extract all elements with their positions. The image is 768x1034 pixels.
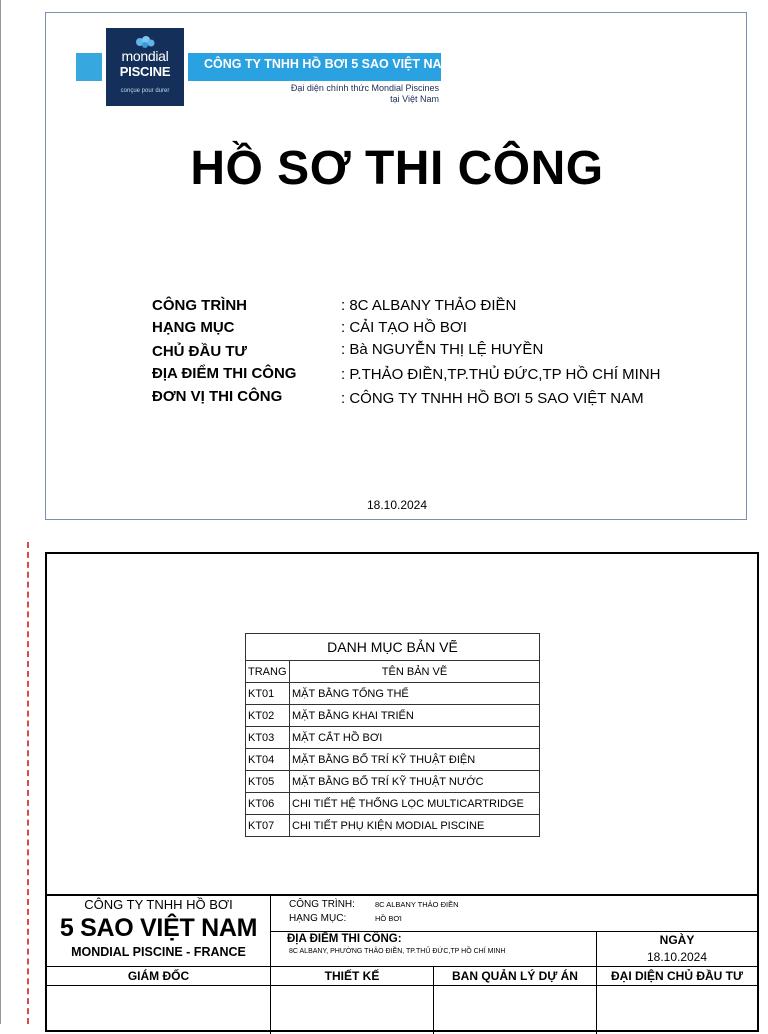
title-block-divider [47,966,757,967]
table-row [246,815,540,837]
drawing-code: KT01 [246,683,290,705]
drawing-code: KT03 [246,727,290,749]
signature-director: GIÁM ĐỐC [127,969,190,983]
table-row [246,793,540,815]
table-row [246,749,540,771]
signature-owner-representative: ĐẠI DIỆN CHỦ ĐẦU TƯ [611,969,743,983]
location-value: 8C ALBANY, PHƯỜNG THẢO ĐIỀN, TP.THỦ ĐỨC,TP HỒ CHÍ MINH [289,948,506,955]
info-value: : P.THẢO ĐIỀN,TP.THỦ ĐỨC,TP HỒ CHÍ MINH [341,366,661,383]
location-label: ĐỊA ĐIỂM THI CÔNG: [287,933,402,945]
drawing-name: CHI TIẾT PHỤ KIỆN MODIAL PISCINE [290,815,540,837]
drawing-name: MẶT CẮT HỒ BƠI [290,727,540,749]
title-block-top-border [47,894,757,896]
info-label: ĐỊA ĐIỂM THI CÔNG [152,365,297,382]
table-header-row [246,661,540,683]
table-row [246,727,540,749]
drawing-code: KT04 [246,749,290,771]
table-row [246,683,540,705]
date-value: 18.10.2024 [646,950,708,964]
info-row-category [152,319,712,341]
info-value: : 8C ALBANY THẢO ĐIỀN [341,297,517,314]
date-label: NGÀY [659,933,695,947]
drawing-code: KT05 [246,771,290,793]
category-label: HẠNG MỤC: [289,913,347,924]
company-band-text: CÔNG TY TNHH HỒ BƠI 5 SAO VIỆT NAM [204,57,452,71]
dashed-margin-line [27,542,29,1024]
info-value: : CÔNG TY TNHH HỒ BƠI 5 SAO VIỆT NAM [341,390,644,407]
table-title: DANH MỤC BẢN VẼ [246,634,540,661]
page-edge-line [0,0,1,1024]
table-title-row [246,634,540,661]
title-block-company-name: 5 SAO VIỆT NAM [59,914,258,942]
title-block-divider [47,985,757,986]
representative-line-2: tại Việt Nam [390,94,439,104]
info-value: : Bà NGUYỄN THỊ LỆ HUYỀN [341,341,544,358]
brand-band-left [76,53,102,81]
title-block-brand: MONDIAL PISCINE - FRANCE [71,945,246,959]
project-label: CÔNG TRÌNH: [289,899,355,910]
info-label: CÔNG TRÌNH [152,297,247,314]
drawing-name: MẶT BẰNG KHAI TRIỂN [290,705,540,727]
info-label: ĐƠN VỊ THI CÔNG [152,388,283,405]
representative-line-1: Đại diện chính thức Mondial Piscines [290,83,439,93]
info-label: CHỦ ĐẦU TƯ [152,343,247,360]
signature-design: THIẾT KẾ [324,969,380,983]
logo-text-mondial: mondial [121,48,169,64]
title-block-divider [270,894,271,1034]
info-row-project [152,297,712,319]
drawing-name: MẶT BẰNG BỐ TRÍ KỸ THUẬT ĐIỆN [290,749,540,771]
cover-date: 18.10.2024 [366,498,428,512]
logo-tagline: conçue pour durer [120,88,170,94]
column-header-page: TRANG [246,661,290,683]
drawing-code: KT02 [246,705,290,727]
info-label: HẠNG MỤC [152,319,235,336]
drawing-name: CHI TIẾT HỆ THỐNG LỌC MULTICARTRIDGE [290,793,540,815]
project-value: 8C ALBANY THẢO ĐIỀN [375,900,459,909]
drawing-name: MẶT BẰNG TỔNG THỂ [290,683,540,705]
info-row-location [152,365,712,387]
title-block-company-line-1: CÔNG TY TNHH HỒ BƠI [84,897,233,912]
drawing-sheet [45,552,759,1032]
category-value: HỒ BƠI [375,914,402,923]
drawing-list-table [245,633,540,837]
info-value: : CẢI TẠO HỒ BƠI [341,319,467,336]
drawing-code: KT06 [246,793,290,815]
mondial-piscine-logo [106,28,184,106]
table-row [246,771,540,793]
logo-text-piscine: PISCINE [119,64,171,79]
signature-project-management: BAN QUẢN LÝ DỰ ÁN [452,969,578,983]
cover-title: HỒ SƠ THI CÔNG [190,142,604,195]
drawing-name: MẶT BẰNG BỐ TRÍ KỸ THUẬT NƯỚC [290,771,540,793]
column-header-name: TÊN BẢN VẼ [290,661,540,683]
table-row [246,705,540,727]
info-row-owner [152,341,712,363]
info-row-contractor [152,388,712,410]
cover-page [45,12,747,520]
drawing-code: KT07 [246,815,290,837]
title-block-divider [271,931,757,932]
